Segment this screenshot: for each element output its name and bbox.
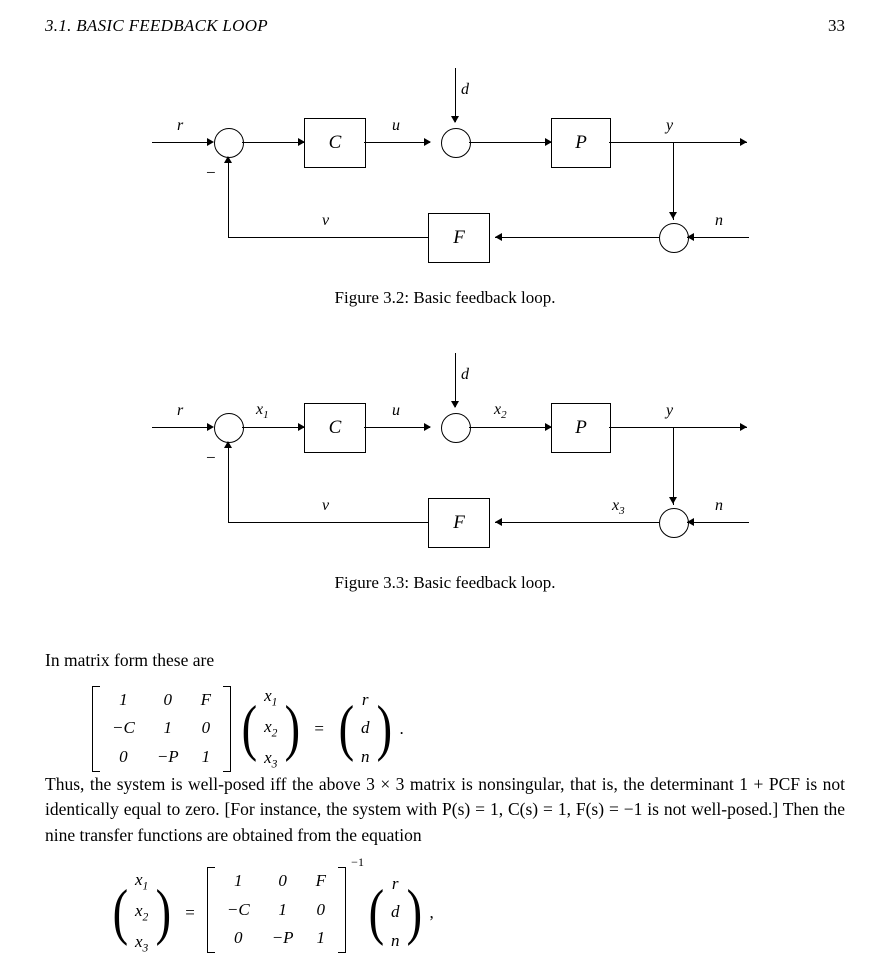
system-matrix [101,686,222,772]
arrowhead-y [740,138,747,146]
signal-line-u [364,142,430,143]
noise-summing-junction [659,223,689,253]
input-vector [380,870,411,956]
controller-label: C [328,132,342,153]
matrix-bracket [92,686,231,772]
noise-label: n [715,497,723,514]
matrix-cell: −P [271,928,294,948]
state-vector [253,682,288,775]
figure-3-3-caption: Figure 3.3: Basic feedback loop. [334,573,556,592]
arrowhead-n [687,518,694,526]
matrix-inverse-exponent: −1 [351,855,364,870]
vector-cell: ( $x_1$ [135,870,149,893]
signal-line-y-tap [673,427,674,505]
noise-summing-junction [659,508,689,538]
matrix-row [101,686,222,715]
arrowhead-u [424,138,431,146]
matrix-cell: 0 [316,899,325,919]
negative-sign: − [206,448,216,467]
vector-row [253,682,288,713]
plant-input-label: $x_2$ [494,401,507,422]
vector-row [124,866,159,897]
vector-row [124,928,159,959]
matrix-cell: 1 [316,928,325,948]
signal-line-y [609,142,747,143]
vector-row [253,713,288,744]
matrix-row [101,743,222,772]
input-vector [350,686,381,772]
measurement-label: $x_3$ [612,497,625,518]
plant-block [551,118,611,168]
vector-cell: ( r [391,873,399,893]
vector-row [350,743,381,772]
signal-line-n [687,522,749,523]
equation-transfer-functions [110,855,434,959]
equals-sign: = [185,902,195,922]
summing-junction-2 [441,413,471,443]
figure-3-2 [0,60,890,310]
vector-row [350,714,381,743]
matrix-cell: −P [156,746,179,766]
arrowhead-v [224,441,232,448]
signal-line-u [364,427,430,428]
signal-line-n [687,237,749,238]
vector-cell: $x_3$ [135,932,149,955]
signal-line-e [242,142,304,143]
state-vector-paren [110,866,173,959]
matrix-cell: F [200,689,212,709]
vector-row [124,897,159,928]
signal-line-r [152,142,212,143]
matrix-cell: 0 [234,928,243,948]
signal-line-y [609,427,747,428]
input-vector-paren [366,870,425,956]
signal-line-r [152,427,212,428]
signal-line-x2 [469,427,551,428]
system-matrix [216,867,337,953]
vector-cell: $x_2$ [264,717,278,740]
filter-block [428,213,490,263]
matrix-row [101,714,222,743]
control-input-label: u [392,402,400,419]
signal-line-y-tap [673,142,674,220]
arrowhead-y-tap [669,497,677,504]
matrix-row [216,896,337,925]
vector-row [380,927,411,956]
matrix-cell: 0 [201,718,211,738]
vector-cell: ( $x_1$ [264,686,278,709]
vector-cell: $x_2$ [135,901,149,924]
running-head-title: 3.1. BASIC FEEDBACK LOOP [45,16,268,35]
equals-sign: = [314,718,324,738]
controller-block [304,118,366,168]
feedback-label: v [322,497,330,514]
signal-line-v [228,237,428,238]
vector-cell: d [390,902,400,922]
filter-block [428,498,490,548]
plant-block [551,403,611,453]
figure-3-2-caption: Figure 3.2: Basic feedback loop. [334,288,556,307]
disturbance-label: d [461,366,469,383]
equation-trailing-punctuation: . [399,718,404,738]
intro-paragraph: In matrix form these are [45,650,215,670]
matrix-cell: 1 [201,746,211,766]
disturbance-label: d [461,81,469,98]
arrowhead-n [687,233,694,241]
control-input-label: u [392,117,400,134]
signal-line-d [455,68,456,122]
vector-cell: d [360,718,370,738]
plant-label: P [575,417,587,438]
matrix-cell: −C [226,899,250,919]
equation-trailing-punctuation: , [429,902,434,922]
negative-sign: − [206,163,216,182]
matrix-cell: 0 [119,746,128,766]
arrowhead-to-f [495,233,502,241]
summing-junction-1 [214,128,244,158]
vector-row [253,744,288,775]
signal-line-v-up [228,447,229,522]
vector-cell: n [390,930,400,950]
arrowhead-y [740,423,747,431]
matrix-cell: 0 [163,689,172,709]
arrowhead-d [451,116,459,123]
conclusion-paragraph: Thus, the system is well-posed iff the above 3 × 3 matrix is nonsingular, that is, the determinant 1 + PCF is not identically equal to zero. [For instance, the system with P(s) = 1, C(s) = 1, F(s) = −1 is not well-posed.] Then the nine transfer functions are obtained from the equation [45,774,845,845]
controller-label: C [328,417,342,438]
arrowhead-r [207,138,214,146]
matrix-cell: −C [112,718,135,738]
page-header [45,16,845,40]
arrowhead-d [451,401,459,408]
vector-row [380,870,411,899]
state-vector-paren [239,682,302,775]
vector-cell: n [360,746,370,766]
equation-matrix-form [92,682,404,775]
arrowhead-y-tap [669,212,677,219]
matrix-cell: 1 [119,689,128,709]
signal-line-to-f [495,237,659,238]
controller-block [304,403,366,453]
reference-label: r [177,117,184,134]
output-label: y [666,402,674,419]
arrowhead-r [207,423,214,431]
arrowhead-v [224,156,232,163]
figure-3-3 [0,345,890,595]
matrix-cell: 1 [278,899,287,919]
signal-line-v [228,522,428,523]
signal-line-p-input [469,142,551,143]
signal-line-x3 [495,522,659,523]
matrix-cell: 0 [278,871,287,891]
filter-label: F [453,512,465,533]
filter-label: F [453,227,465,248]
matrix-cell: 1 [163,718,172,738]
signal-line-d [455,353,456,407]
matrix-cell: F [315,871,326,891]
page-number: 33 [828,16,845,35]
output-label: y [666,117,674,134]
noise-label: n [715,212,723,229]
feedback-label: v [322,212,330,229]
matrix-bracket [207,867,346,953]
summing-junction-2 [441,128,471,158]
arrowhead-x3 [495,518,502,526]
matrix-row [216,867,337,896]
vector-row [380,898,411,927]
arrowhead-u [424,423,431,431]
state-vector [124,866,159,959]
signal-line-v-up [228,162,229,237]
reference-label: r [177,402,184,419]
error-signal-label: $x_1$ [256,401,269,422]
signal-line-x1 [242,427,304,428]
plant-label: P [575,132,587,153]
inverse-matrix-group [207,855,364,958]
matrix-row [216,924,337,953]
matrix-cell: 1 [234,871,243,891]
vector-cell: ( r [361,689,369,709]
vector-row [350,686,381,715]
input-vector-paren [336,686,395,772]
vector-cell: $x_3$ [264,748,278,771]
summing-junction-1 [214,413,244,443]
